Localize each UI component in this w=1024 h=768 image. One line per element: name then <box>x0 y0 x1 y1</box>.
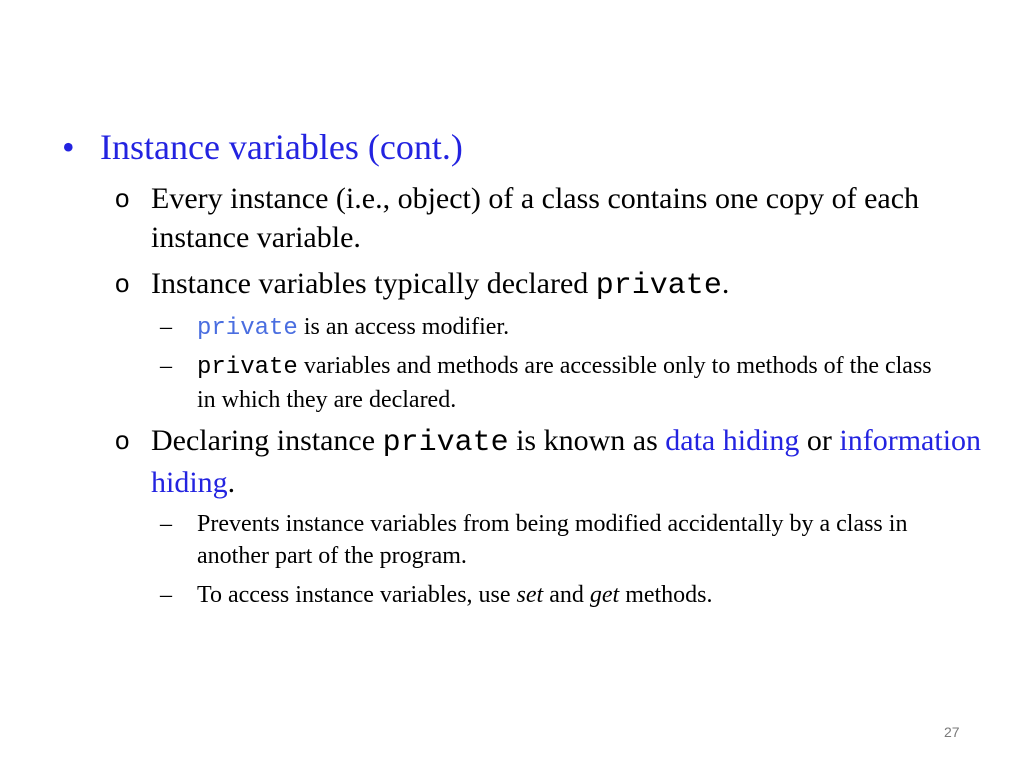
sub-bullet-item <box>115 421 995 502</box>
code-keyword: private <box>197 315 298 342</box>
emphasis-set: set <box>516 582 544 608</box>
dash-bullet-text: Prevents instance variables from being modified accidentally by a class in another part of the program. <box>197 511 908 569</box>
circle-bullet-icon: o <box>115 268 130 298</box>
text-segment: is an access modifier. <box>297 314 510 340</box>
bullet-dot: • <box>62 127 75 167</box>
text-segment: Instance variables typically declared <box>151 267 596 300</box>
dash-bullet-text <box>197 350 950 416</box>
dash-bullet-item <box>160 579 950 611</box>
dash-bullet-icon: – <box>160 353 172 379</box>
text-segment: and <box>543 582 590 608</box>
sub-bullet-text <box>151 264 995 306</box>
page-number: 27 <box>944 724 960 740</box>
text-segment: Declaring instance <box>151 424 383 457</box>
dash-bullet-icon: – <box>160 582 172 608</box>
dash-bullet-icon: – <box>160 314 172 340</box>
circle-bullet-icon: o <box>115 425 130 455</box>
text-segment: methods. <box>619 582 713 608</box>
dash-bullet-item <box>160 311 950 345</box>
text-segment: . <box>721 267 730 300</box>
dash-bullet-item <box>160 508 950 572</box>
code-keyword: private <box>197 354 298 381</box>
dash-bullet-icon: – <box>160 511 172 537</box>
sub-bullet-text: Every instance (i.e., object) of a class contains one copy of each instance variable. <box>151 182 920 254</box>
text-segment: variables and methods are accessible only to methods of the class in which they are declared. <box>197 353 932 413</box>
code-keyword: private <box>382 426 509 460</box>
term-data-hiding: data hiding <box>665 424 800 457</box>
text-segment: or <box>799 424 840 457</box>
title-bullet-item <box>62 125 463 169</box>
dash-bullet-item <box>160 350 950 416</box>
text-segment: is known as <box>508 424 666 457</box>
dash-bullet-text <box>197 311 950 345</box>
text-segment: . <box>227 466 236 499</box>
emphasis-get: get <box>589 582 620 608</box>
text-segment: To access instance variables, use <box>197 582 517 608</box>
sub-bullet-item <box>115 179 995 257</box>
slide-title: Instance variables (cont.) <box>100 127 463 167</box>
sub-bullet-item <box>115 264 995 306</box>
code-keyword: private <box>595 269 722 303</box>
circle-bullet-icon: o <box>115 183 130 213</box>
dash-bullet-text <box>197 579 950 611</box>
term-information-hiding: information hiding <box>151 424 982 499</box>
sub-bullet-text <box>151 421 995 502</box>
